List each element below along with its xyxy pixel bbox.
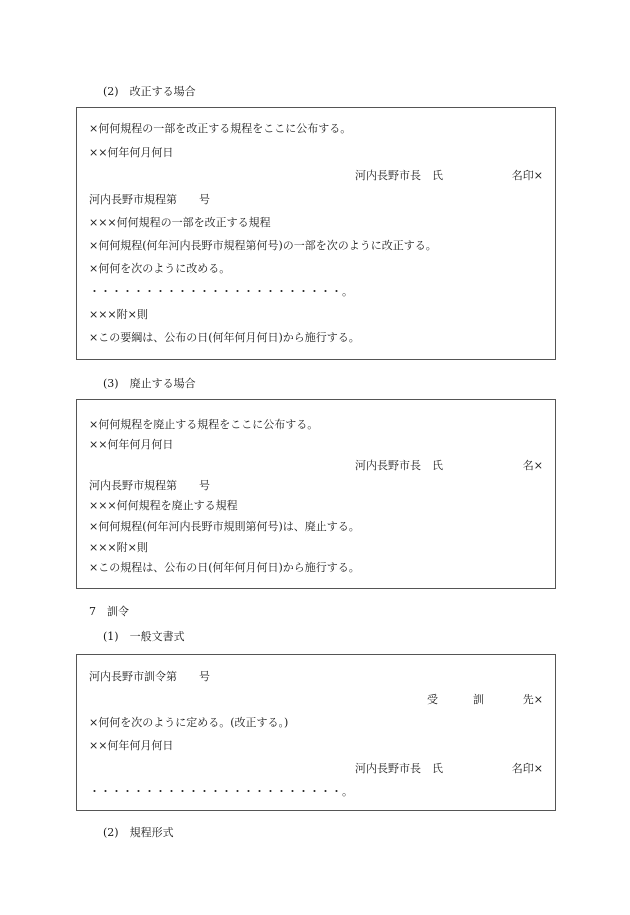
enforcement-clause: ×この規程は、公布の日(何年何月何日)から施行する。 xyxy=(89,561,360,574)
date-line: ××何年何月何日 xyxy=(89,146,174,159)
seal-mark: 名× xyxy=(522,459,543,472)
amend-form-box xyxy=(76,107,556,360)
section-heading-instruction: 7 訓令 xyxy=(89,605,129,618)
regulation-number: 河内長野市規程第 号 xyxy=(89,193,210,206)
abolish-statement: ×何何規程(何年河内長野市規則第何号)は、廃止する。 xyxy=(89,520,360,533)
instruction-statement: ×何何を次のように定める。(改正する。) xyxy=(89,716,289,729)
recipient-label-3: 先× xyxy=(522,693,543,706)
mayor-name: 河内長野市長 氏 xyxy=(355,459,443,472)
amend-statement: ×何何規程(何年河内長野市規程第何号)の一部を次のように改正する。 xyxy=(89,239,437,252)
instruction-form-box xyxy=(76,654,556,811)
amend-instruction: ×何何を次のように改める。 xyxy=(89,262,231,275)
section-heading-amend: (2) 改正する場合 xyxy=(103,85,196,98)
supplementary-heading: ×××附×則 xyxy=(89,541,148,554)
date-line: ××何年何月何日 xyxy=(89,438,174,451)
subsection-heading-regulation-format: (2) 規程形式 xyxy=(103,826,174,839)
promulgation-line: ×何何規程を廃止する規程をここに公布する。 xyxy=(89,418,319,431)
regulation-title: ×××何何規程を廃止する規程 xyxy=(89,499,238,512)
supplementary-heading: ×××附×則 xyxy=(89,308,148,321)
mayor-name: 河内長野市長 氏 xyxy=(355,169,443,182)
recipient-label-2: 訓 xyxy=(473,693,484,706)
dotted-line: ・・・・・・・・・・・・・・・・・・・・・・・。 xyxy=(89,785,353,798)
dotted-line: ・・・・・・・・・・・・・・・・・・・・・・・。 xyxy=(89,285,353,298)
regulation-title: ×××何何規程の一部を改正する規程 xyxy=(89,216,271,229)
seal-mark: 名印× xyxy=(511,169,543,182)
abolish-form-box xyxy=(76,399,556,589)
regulation-number: 河内長野市規程第 号 xyxy=(89,479,210,492)
subsection-heading-general: (1) 一般文書式 xyxy=(103,630,185,643)
enforcement-clause: ×この要綱は、公布の日(何年何月何日)から施行する。 xyxy=(89,331,360,344)
recipient-label-1: 受 xyxy=(427,693,438,706)
mayor-name: 河内長野市長 氏 xyxy=(355,762,443,775)
date-line: ××何年何月何日 xyxy=(89,739,174,752)
section-heading-abolish: (3) 廃止する場合 xyxy=(103,377,196,390)
promulgation-line: ×何何規程の一部を改正する規程をここに公布する。 xyxy=(89,122,352,135)
seal-mark: 名印× xyxy=(511,762,543,775)
instruction-number: 河内長野市訓令第 号 xyxy=(89,670,210,683)
